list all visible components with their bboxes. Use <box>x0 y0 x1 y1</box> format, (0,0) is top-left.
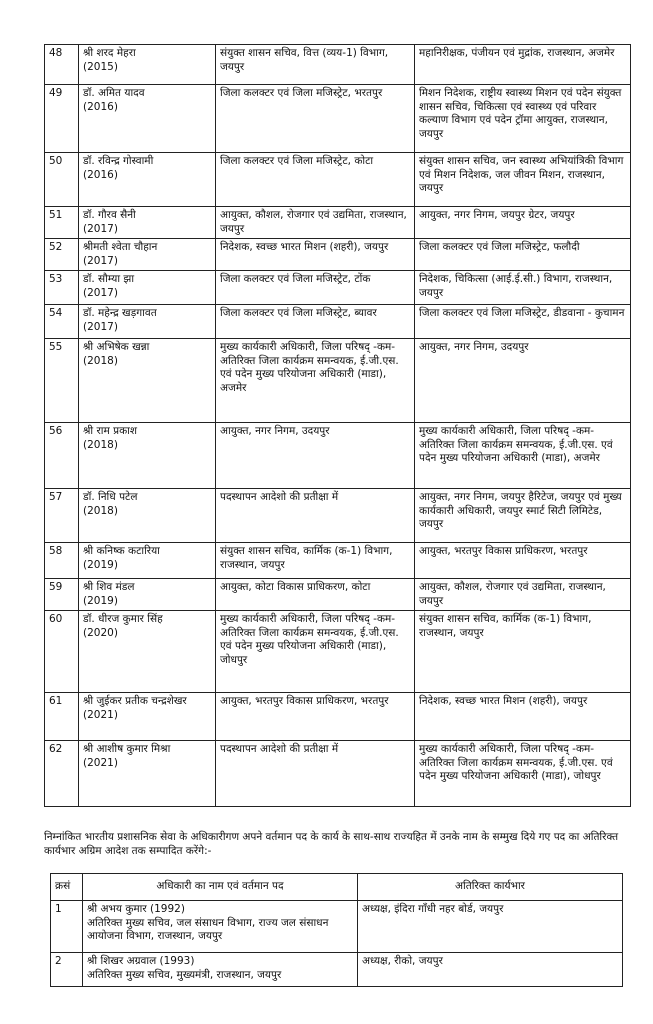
officer-name-cell <box>79 693 216 741</box>
current-post: आयुक्त, कोटा विकास प्राधिकरण, कोटा <box>216 579 415 611</box>
current-post: जिला कलक्टर एवं जिला मजिस्ट्रेट, भरतपुर <box>216 85 415 153</box>
current-post: आयुक्त, नगर निगम, उदयपुर <box>216 423 415 489</box>
officer-name-cell <box>79 339 216 423</box>
table-row <box>45 305 631 339</box>
header-additional-charge: अतिरिक्त कार्यभार <box>358 874 623 901</box>
table-row <box>45 207 631 239</box>
new-post: मिशन निदेशक, राष्ट्रीय स्वास्थ्य मिशन एवं पदेन संयुक्त शासन सचिव, चिकित्सा एवं स्वास्थ्य एवं परिवार कल्याण विभाग एवं पदेन ट्रॉमा आयुक्त, राजस्थान, जयपुर <box>415 85 631 153</box>
row-number: 49 <box>45 85 79 153</box>
officer-name: डॉ. निधि पटेल <box>83 491 138 503</box>
officer-name: श्री शरद मेहरा <box>83 47 136 59</box>
current-post: आयुक्त, कौशल, रोजगार एवं उद्यमिता, राजस्थान, जयपुर <box>216 207 415 239</box>
officer-name-cell <box>79 305 216 339</box>
table-row <box>45 45 631 85</box>
table-row <box>45 423 631 489</box>
row-number: 53 <box>45 271 79 305</box>
table-row <box>45 543 631 579</box>
additional-charge-paragraph: निम्नांकित भारतीय प्रशासनिक सेवा के अधिकारीगण अपने वर्तमान पद के कार्य के साथ-साथ राज्यहित में उनके नाम के सम्मुख दिये गए पद का अतिरिक्त कार्यभार अग्रिम आदेश तक सम्पादित करेंगे:- <box>44 831 619 857</box>
additional-charge: अध्यक्ष, रीको, जयपुर <box>358 953 623 987</box>
row-number: 61 <box>45 693 79 741</box>
officer-name-cell <box>79 153 216 207</box>
table-row <box>45 693 631 741</box>
batch-year: (2015) <box>83 60 118 73</box>
table-row <box>45 611 631 693</box>
table-row <box>45 579 631 611</box>
table-row <box>51 901 623 953</box>
table-row <box>45 741 631 807</box>
table-row <box>45 489 631 543</box>
table-row <box>45 339 631 423</box>
officer-name: श्री अभय कुमार (1992) <box>87 903 185 915</box>
officer-name-cell <box>79 741 216 807</box>
row-number: 52 <box>45 239 79 271</box>
row-number: 56 <box>45 423 79 489</box>
new-post: संयुक्त शासन सचिव, कार्मिक (क-1) विभाग, राजस्थान, जयपुर <box>415 611 631 693</box>
new-post: जिला कलक्टर एवं जिला मजिस्ट्रेट, फलौदी <box>415 239 631 271</box>
officer-name-cell <box>79 85 216 153</box>
batch-year: (2018) <box>83 354 118 367</box>
officer-cell <box>83 953 358 987</box>
row-number: 62 <box>45 741 79 807</box>
officer-name: डॉ. अमित यादव <box>83 87 145 99</box>
table-row <box>45 271 631 305</box>
batch-year: (2021) <box>83 708 118 721</box>
officer-name-cell <box>79 423 216 489</box>
officer-name-cell <box>79 611 216 693</box>
current-post: मुख्य कार्यकारी अधिकारी, जिला परिषद् -कम-अतिरिक्त जिला कार्यक्रम समन्वयक, ई.जी.एस. एवं पदेन मुख्य परियोजना अधिकारी (माडा), जोधपुर <box>216 611 415 693</box>
new-post: आयुक्त, नगर निगम, जयपुर ग्रेटर, जयपुर <box>415 207 631 239</box>
officer-name: श्री जुईकर प्रतीक चन्द्रशेखर <box>83 695 187 707</box>
batch-year: (2019) <box>83 594 118 607</box>
batch-year: (2017) <box>83 254 118 267</box>
current-post: आयुक्त, भरतपुर विकास प्राधिकरण, भरतपुर <box>216 693 415 741</box>
current-post: जिला कलक्टर एवं जिला मजिस्ट्रेट, ब्यावर <box>216 305 415 339</box>
current-post: संयुक्त शासन सचिव, वित्त (व्यय-1) विभाग, जयपुर <box>216 45 415 85</box>
current-post: मुख्य कार्यकारी अधिकारी, जिला परिषद् -कम-अतिरिक्त जिला कार्यक्रम समन्वयक, ई.जी.एस. एवं पदेन मुख्य परियोजना अधिकारी (माडा), अजमेर <box>216 339 415 423</box>
row-number: 48 <box>45 45 79 85</box>
table-header-row <box>51 874 623 901</box>
row-number: 59 <box>45 579 79 611</box>
officer-name: श्री शिव मंडल <box>83 581 135 593</box>
current-post: निदेशक, स्वच्छ भारत मिशन (शहरी), जयपुर <box>216 239 415 271</box>
current-post: जिला कलक्टर एवं जिला मजिस्ट्रेट, कोटा <box>216 153 415 207</box>
batch-year: (2017) <box>83 222 118 235</box>
officer-name: डॉ. सौम्या झा <box>83 273 135 285</box>
row-number: 55 <box>45 339 79 423</box>
officer-name: श्री शिखर अग्रवाल (1993) <box>87 955 195 967</box>
officer-name-cell <box>79 239 216 271</box>
header-serial: क्रसं <box>51 874 83 901</box>
officer-name-cell <box>79 45 216 85</box>
new-post: मुख्य कार्यकारी अधिकारी, जिला परिषद् -कम-अतिरिक्त जिला कार्यक्रम समन्वयक, ई.जी.एस. एवं पदेन मुख्य परियोजना अधिकारी (माडा), जोधपुर <box>415 741 631 807</box>
new-post: आयुक्त, नगर निगम, जयपुर हैरिटेज, जयपुर एवं मुख्य कार्यकारी अधिकारी, जयपुर स्मार्ट सिटी लिमिटेड, जयपुर <box>415 489 631 543</box>
officer-name: श्री राम प्रकाश <box>83 425 138 437</box>
row-number: 1 <box>51 901 83 953</box>
batch-year: (2016) <box>83 168 118 181</box>
new-post: संयुक्त शासन सचिव, जन स्वास्थ्य अभियांत्रिकी विभाग एवं मिशन निदेशक, जल जीवन मिशन, राजस्थान, जयपुर <box>415 153 631 207</box>
row-number: 51 <box>45 207 79 239</box>
row-number: 50 <box>45 153 79 207</box>
current-post: संयुक्त शासन सचिव, कार्मिक (क-1) विभाग, राजस्थान, जयपुर <box>216 543 415 579</box>
header-officer: अधिकारी का नाम एवं वर्तमान पद <box>83 874 358 901</box>
officer-name-cell <box>79 579 216 611</box>
officer-name: डॉ. रविन्द्र गोस्वामी <box>83 155 154 167</box>
current-post: जिला कलक्टर एवं जिला मजिस्ट्रेट, टोंक <box>216 271 415 305</box>
officer-name: श्री अभिषेक खन्ना <box>83 341 150 353</box>
batch-year: (2016) <box>83 100 118 113</box>
officer-name-cell <box>79 207 216 239</box>
batch-year: (2019) <box>83 558 118 571</box>
transfer-table <box>44 44 631 807</box>
batch-year: (2021) <box>83 756 118 769</box>
table-row <box>51 953 623 987</box>
batch-year: (2018) <box>83 504 118 517</box>
row-number: 2 <box>51 953 83 987</box>
row-number: 54 <box>45 305 79 339</box>
officer-post: अतिरिक्त मुख्य सचिव, जल संसाधन विभाग, राज्य जल संसाधन आयोजना विभाग, राजस्थान, जयपुर <box>87 916 329 942</box>
new-post: निदेशक, स्वच्छ भारत मिशन (शहरी), जयपुर <box>415 693 631 741</box>
new-post: आयुक्त, नगर निगम, उदयपुर <box>415 339 631 423</box>
officer-cell <box>83 901 358 953</box>
batch-year: (2017) <box>83 320 118 333</box>
officer-name-cell <box>79 271 216 305</box>
new-post: मुख्य कार्यकारी अधिकारी, जिला परिषद् -कम-अतिरिक्त जिला कार्यक्रम समन्वयक, ई.जी.एस. एवं पदेन मुख्य परियोजना अधिकारी (माडा), अजमेर <box>415 423 631 489</box>
officer-name: डॉ. गौरव सैनी <box>83 209 136 221</box>
officer-name: श्रीमती श्वेता चौहान <box>83 241 158 253</box>
row-number: 58 <box>45 543 79 579</box>
batch-year: (2018) <box>83 438 118 451</box>
new-post: आयुक्त, भरतपुर विकास प्राधिकरण, भरतपुर <box>415 543 631 579</box>
current-post: पदस्थापन आदेशो की प्रतीक्षा में <box>216 741 415 807</box>
table-row <box>45 85 631 153</box>
table-row <box>45 239 631 271</box>
officer-name-cell <box>79 489 216 543</box>
row-number: 57 <box>45 489 79 543</box>
officer-name: डॉ. महेन्द्र खड़गावत <box>83 307 157 319</box>
new-post: महानिरीक्षक, पंजीयन एवं मुद्रांक, राजस्थान, अजमेर <box>415 45 631 85</box>
batch-year: (2017) <box>83 286 118 299</box>
officer-name: श्री आशीष कुमार मिश्रा <box>83 743 171 755</box>
officer-name: डॉ. धीरज कुमार सिंह <box>83 613 163 625</box>
officer-post: अतिरिक्त मुख्य सचिव, मुख्यमंत्री, राजस्थान, जयपुर <box>87 968 282 981</box>
new-post: जिला कलक्टर एवं जिला मजिस्ट्रेट, डीडवाना - कुचामन <box>415 305 631 339</box>
row-number: 60 <box>45 611 79 693</box>
table-row <box>45 153 631 207</box>
officer-name: श्री कनिष्क कटारिया <box>83 545 160 557</box>
additional-charge: अध्यक्ष, इंदिरा गाँधी नहर बोर्ड, जयपुर <box>358 901 623 953</box>
current-post: पदस्थापन आदेशो की प्रतीक्षा में <box>216 489 415 543</box>
batch-year: (2020) <box>83 626 118 639</box>
officer-name-cell <box>79 543 216 579</box>
new-post: आयुक्त, कौशल, रोजगार एवं उद्यमिता, राजस्थान, जयपुर <box>415 579 631 611</box>
additional-charge-table <box>50 873 623 987</box>
new-post: निदेशक, चिकित्सा (आई.ई.सी.) विभाग, राजस्थान, जयपुर <box>415 271 631 305</box>
